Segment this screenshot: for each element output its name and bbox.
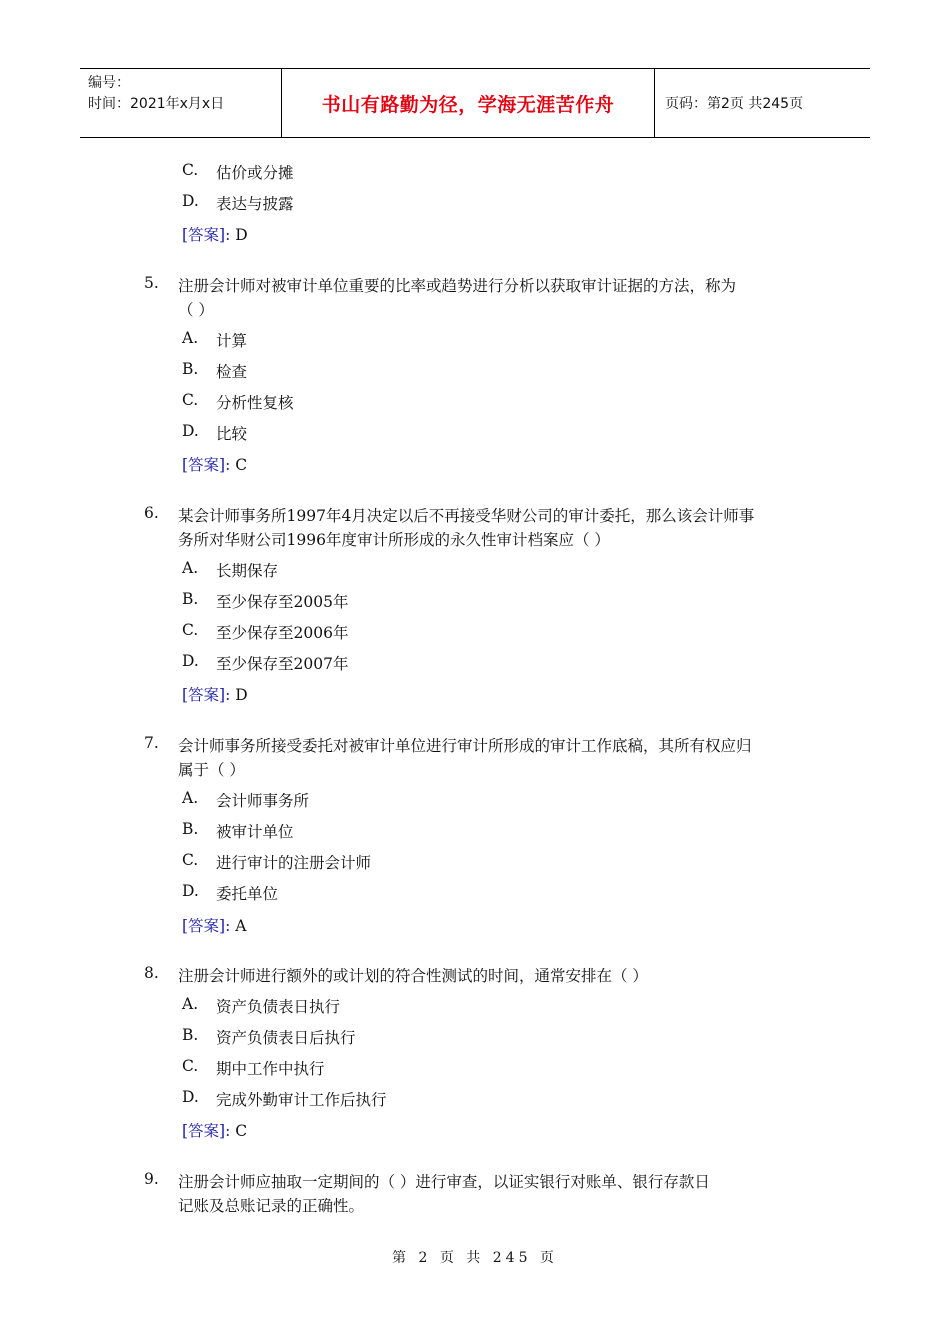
question-text: 记账及总账记录的正确性。: [178, 1197, 365, 1215]
option-text: 比较: [216, 425, 248, 443]
option-text: 计算: [216, 332, 248, 350]
answer-value: A: [235, 917, 247, 935]
question-text: （ ）: [178, 301, 214, 319]
question-text: 某会计师事务所1997年4月决定以后不再接受华财公司的审计委托，那么该会计师事: [178, 507, 755, 525]
option-text: 长期保存: [216, 562, 279, 580]
answer-tag: [答案]:: [182, 456, 231, 474]
option-text: 期中工作中执行: [216, 1060, 325, 1078]
option-letter: D.: [182, 192, 199, 210]
header-meta: [80, 69, 282, 137]
option-text: 至少保存至2007年: [216, 655, 349, 673]
question-text: 注册会计师应抽取一定期间的（ ）进行审查，以证实银行对账单、银行存款日: [178, 1173, 710, 1191]
option-letter: D.: [182, 652, 199, 670]
answer-value: D: [235, 226, 248, 244]
question-number: 7.: [144, 734, 159, 752]
question-number: 8.: [144, 964, 159, 982]
option-text: 会计师事务所: [216, 792, 310, 810]
question-number: 6.: [144, 504, 159, 522]
answer-tag: [答案]:: [182, 1122, 231, 1140]
option-text: 资产负债表日后执行: [216, 1029, 356, 1047]
option-letter: A.: [182, 995, 199, 1013]
page-info: 页码：第2页 共245页: [665, 96, 804, 112]
option-letter: A.: [182, 789, 199, 807]
option-text: 分析性复核: [216, 394, 294, 412]
answer-line: [182, 1119, 247, 1141]
question-text: 注册会计师进行额外的或计划的符合性测试的时间，通常安排在（ ）: [178, 967, 648, 985]
serial-label: 编号：: [88, 75, 130, 91]
option-text: 完成外勤审计工作后执行: [216, 1091, 387, 1109]
answer-line: [182, 914, 246, 936]
option-text: 被审计单位: [216, 823, 294, 841]
time-label: 时间：2021年x月x日: [88, 96, 225, 112]
answer-value: C: [235, 1122, 248, 1140]
question-text: 会计师事务所接受委托对被审计单位进行审计所形成的审计工作底稿，其所有权应归: [178, 737, 752, 755]
page-header: [80, 68, 870, 138]
question-text: 注册会计师对被审计单位重要的比率或趋势进行分析以获取审计证据的方法，称为: [178, 277, 737, 295]
option-letter: B.: [182, 820, 199, 838]
option-text: 检查: [216, 363, 248, 381]
option-text: 至少保存至2006年: [216, 624, 349, 642]
answer-tag: [答案]:: [182, 917, 231, 935]
answer-value: D: [235, 686, 248, 704]
option-letter: C.: [182, 621, 199, 639]
answer-line: [182, 223, 248, 245]
option-letter: D.: [182, 882, 199, 900]
option-letter: D.: [182, 1088, 199, 1106]
option-letter: B.: [182, 1026, 199, 1044]
option-letter: B.: [182, 360, 199, 378]
option-text: 估价或分摊: [216, 164, 294, 182]
option-text: 进行审计的注册会计师: [216, 854, 372, 872]
option-text: 资产负债表日执行: [216, 998, 341, 1016]
option-letter: A.: [182, 559, 199, 577]
option-letter: C.: [182, 391, 199, 409]
option-letter: C.: [182, 161, 199, 179]
option-letter: C.: [182, 1057, 199, 1075]
answer-line: [182, 453, 247, 475]
option-letter: D.: [182, 422, 199, 440]
question-text: 属于（ ）: [178, 761, 245, 779]
motto: 书山有路勤为径，学海无涯苦作舟: [321, 93, 615, 116]
question-text: 务所对华财公司1996年度审计所形成的永久性审计档案应（ ）: [178, 531, 610, 549]
option-text: 至少保存至2005年: [216, 593, 349, 611]
page-footer: 第 2 页 共 245 页: [392, 1250, 558, 1266]
question-number: 9.: [144, 1170, 159, 1188]
option-letter: C.: [182, 851, 199, 869]
option-letter: A.: [182, 329, 199, 347]
answer-tag: [答案]:: [182, 686, 231, 704]
question-number: 5.: [144, 274, 159, 292]
option-text: 委托单位: [216, 885, 279, 903]
answer-line: [182, 683, 248, 705]
answer-value: C: [235, 456, 248, 474]
header-page-info-cell: [655, 69, 870, 137]
option-text: 表达与披露: [216, 195, 294, 213]
option-letter: B.: [182, 590, 199, 608]
answer-tag: [答案]:: [182, 226, 231, 244]
header-motto-cell: [282, 69, 655, 137]
